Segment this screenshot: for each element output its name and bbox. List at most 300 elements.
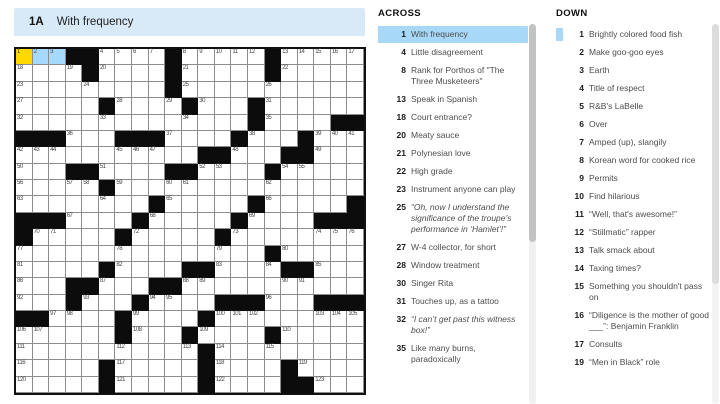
grid-cell-r9c17[interactable]: [281, 180, 298, 196]
grid-cell-r18c5[interactable]: [82, 327, 99, 343]
grid-cell-r21c9[interactable]: [149, 377, 166, 393]
grid-cell-r7c16[interactable]: [265, 147, 282, 163]
grid-cell-r2c6[interactable]: [99, 65, 116, 81]
grid-cell-r19c15[interactable]: [248, 344, 265, 360]
grid-cell-r20c2[interactable]: [33, 360, 50, 376]
grid-cell-r21c5[interactable]: [82, 377, 99, 393]
grid-cell-r10c8[interactable]: [132, 196, 149, 212]
grid-cell-r10c4[interactable]: [66, 196, 83, 212]
grid-cell-r10c18[interactable]: [298, 196, 315, 212]
grid-cell-r3c1[interactable]: [16, 82, 33, 98]
across-clue-27[interactable]: [378, 239, 528, 256]
grid-cell-r5c19[interactable]: [314, 115, 331, 131]
grid-cell-r4c9[interactable]: [149, 98, 166, 114]
grid-cell-r8c3[interactable]: [49, 164, 66, 180]
grid-cell-r3c12[interactable]: [198, 82, 215, 98]
grid-cell-r2c13[interactable]: [215, 65, 232, 81]
grid-cell-r14c13[interactable]: [215, 262, 232, 278]
grid-cell-r16c9[interactable]: [149, 295, 166, 311]
grid-cell-r14c1[interactable]: [16, 262, 33, 278]
grid-cell-r17c8[interactable]: [132, 311, 149, 327]
grid-cell-r12c2[interactable]: [33, 229, 50, 245]
grid-cell-r9c14[interactable]: [231, 180, 248, 196]
grid-cell-r15c2[interactable]: [33, 278, 50, 294]
grid-cell-r3c7[interactable]: [115, 82, 132, 98]
grid-cell-r12c18[interactable]: [298, 229, 315, 245]
grid-cell-r8c20[interactable]: [331, 164, 348, 180]
grid-cell-r10c19[interactable]: [314, 196, 331, 212]
grid-cell-r15c16[interactable]: [265, 278, 282, 294]
grid-cell-r19c8[interactable]: [132, 344, 149, 360]
grid-cell-r14c10[interactable]: [165, 262, 182, 278]
grid-cell-r10c5[interactable]: [82, 196, 99, 212]
grid-cell-r16c12[interactable]: [198, 295, 215, 311]
grid-cell-r7c9[interactable]: [149, 147, 166, 163]
across-clue-18[interactable]: [378, 109, 528, 126]
grid-cell-r10c1[interactable]: [16, 196, 33, 212]
grid-cell-r1c18[interactable]: [298, 49, 315, 65]
grid-cell-r18c20[interactable]: [331, 327, 348, 343]
grid-cell-r6c15[interactable]: [248, 131, 265, 147]
grid-cell-r21c8[interactable]: [132, 377, 149, 393]
grid-cell-r12c6[interactable]: [99, 229, 116, 245]
grid-cell-r10c12[interactable]: [198, 196, 215, 212]
grid-cell-r19c18[interactable]: [298, 344, 315, 360]
grid-cell-r11c7[interactable]: [115, 213, 132, 229]
grid-cell-r3c18[interactable]: [298, 82, 315, 98]
grid-cell-r18c6[interactable]: [99, 327, 116, 343]
grid-cell-r21c7[interactable]: [115, 377, 132, 393]
grid-cell-r6c4[interactable]: [66, 131, 83, 147]
grid-cell-r13c4[interactable]: [66, 246, 83, 262]
grid-cell-r11c9[interactable]: [149, 213, 166, 229]
grid-cell-r16c17[interactable]: [281, 295, 298, 311]
grid-cell-r14c7[interactable]: [115, 262, 132, 278]
grid-cell-r7c3[interactable]: [49, 147, 66, 163]
grid-cell-r20c4[interactable]: [66, 360, 83, 376]
grid-cell-r10c11[interactable]: [182, 196, 199, 212]
grid-cell-r6c13[interactable]: [215, 131, 232, 147]
grid-cell-r12c10[interactable]: [165, 229, 182, 245]
across-clue-1[interactable]: [378, 26, 528, 43]
grid-cell-r4c12[interactable]: [198, 98, 215, 114]
grid-cell-r13c6[interactable]: [99, 246, 116, 262]
grid-cell-r18c4[interactable]: [66, 327, 83, 343]
grid-cell-r4c14[interactable]: [231, 98, 248, 114]
grid-cell-r5c6[interactable]: [99, 115, 116, 131]
grid-cell-r12c12[interactable]: [198, 229, 215, 245]
grid-cell-r10c3[interactable]: [49, 196, 66, 212]
grid-cell-r12c19[interactable]: [314, 229, 331, 245]
grid-cell-r12c16[interactable]: [265, 229, 282, 245]
grid-cell-r8c21[interactable]: [347, 164, 364, 180]
grid-cell-r12c11[interactable]: [182, 229, 199, 245]
grid-cell-r15c19[interactable]: [314, 278, 331, 294]
grid-cell-r2c4[interactable]: [66, 65, 83, 81]
down-clue-13[interactable]: [556, 242, 712, 259]
grid-cell-r1c9[interactable]: [149, 49, 166, 65]
grid-cell-r15c3[interactable]: [49, 278, 66, 294]
grid-cell-r13c3[interactable]: [49, 246, 66, 262]
grid-cell-r1c1[interactable]: [16, 49, 33, 65]
grid-cell-r13c14[interactable]: [231, 246, 248, 262]
grid-cell-r21c21[interactable]: [347, 377, 364, 393]
grid-cell-r4c13[interactable]: [215, 98, 232, 114]
grid-cell-r12c8[interactable]: [132, 229, 149, 245]
down-clue-17[interactable]: [556, 336, 712, 353]
grid-cell-r18c10[interactable]: [165, 327, 182, 343]
grid-cell-r9c5[interactable]: [82, 180, 99, 196]
grid-cell-r4c16[interactable]: [265, 98, 282, 114]
grid-cell-r7c14[interactable]: [231, 147, 248, 163]
grid-cell-r19c16[interactable]: [265, 344, 282, 360]
grid-cell-r21c4[interactable]: [66, 377, 83, 393]
grid-cell-r17c10[interactable]: [165, 311, 182, 327]
grid-cell-r1c17[interactable]: [281, 49, 298, 65]
grid-cell-r20c18[interactable]: [298, 360, 315, 376]
grid-cell-r6c21[interactable]: [347, 131, 364, 147]
grid-cell-r11c13[interactable]: [215, 213, 232, 229]
grid-cell-r19c3[interactable]: [49, 344, 66, 360]
grid-cell-r8c1[interactable]: [16, 164, 33, 180]
grid-cell-r10c2[interactable]: [33, 196, 50, 212]
down-clue-11[interactable]: [556, 206, 712, 223]
grid-cell-r14c9[interactable]: [149, 262, 166, 278]
grid-cell-r16c16[interactable]: [265, 295, 282, 311]
grid-cell-r6c6[interactable]: [99, 131, 116, 147]
grid-cell-r1c3[interactable]: [49, 49, 66, 65]
grid-cell-r11c16[interactable]: [265, 213, 282, 229]
grid-cell-r18c19[interactable]: [314, 327, 331, 343]
grid-cell-r14c2[interactable]: [33, 262, 50, 278]
across-clue-22[interactable]: [378, 163, 528, 180]
down-clue-10[interactable]: [556, 188, 712, 205]
grid-cell-r8c18[interactable]: [298, 164, 315, 180]
grid-cell-r16c3[interactable]: [49, 295, 66, 311]
grid-cell-r21c13[interactable]: [215, 377, 232, 393]
grid-cell-r19c14[interactable]: [231, 344, 248, 360]
grid-cell-r20c5[interactable]: [82, 360, 99, 376]
grid-cell-r19c7[interactable]: [115, 344, 132, 360]
grid-cell-r1c13[interactable]: [215, 49, 232, 65]
across-clue-35[interactable]: [378, 340, 528, 368]
grid-cell-r5c4[interactable]: [66, 115, 83, 131]
grid-cell-r7c6[interactable]: [99, 147, 116, 163]
grid-cell-r6c19[interactable]: [314, 131, 331, 147]
grid-cell-r7c2[interactable]: [33, 147, 50, 163]
grid-cell-r9c10[interactable]: [165, 180, 182, 196]
grid-cell-r2c8[interactable]: [132, 65, 149, 81]
grid-cell-r9c15[interactable]: [248, 180, 265, 196]
grid-cell-r7c5[interactable]: [82, 147, 99, 163]
grid-cell-r13c5[interactable]: [82, 246, 99, 262]
grid-cell-r2c19[interactable]: [314, 65, 331, 81]
grid-cell-r2c1[interactable]: [16, 65, 33, 81]
across-clue-20[interactable]: [378, 127, 528, 144]
grid-cell-r9c21[interactable]: [347, 180, 364, 196]
grid-cell-r12c5[interactable]: [82, 229, 99, 245]
grid-cell-r13c20[interactable]: [331, 246, 348, 262]
across-clue-23[interactable]: [378, 181, 528, 198]
grid-cell-r5c12[interactable]: [198, 115, 215, 131]
grid-cell-r18c2[interactable]: [33, 327, 50, 343]
grid-cell-r17c16[interactable]: [265, 311, 282, 327]
grid-cell-r20c7[interactable]: [115, 360, 132, 376]
grid-cell-r18c12[interactable]: [198, 327, 215, 343]
grid-cell-r7c21[interactable]: [347, 147, 364, 163]
grid-cell-r20c15[interactable]: [248, 360, 265, 376]
grid-cell-r3c15[interactable]: [248, 82, 265, 98]
grid-cell-r19c20[interactable]: [331, 344, 348, 360]
grid-cell-r20c9[interactable]: [149, 360, 166, 376]
grid-cell-r3c13[interactable]: [215, 82, 232, 98]
grid-cell-r15c13[interactable]: [215, 278, 232, 294]
grid-cell-r21c11[interactable]: [182, 377, 199, 393]
grid-cell-r5c8[interactable]: [132, 115, 149, 131]
grid-cell-r3c20[interactable]: [331, 82, 348, 98]
grid-cell-r17c3[interactable]: [49, 311, 66, 327]
grid-cell-r12c9[interactable]: [149, 229, 166, 245]
grid-cell-r7c7[interactable]: [115, 147, 132, 163]
grid-cell-r18c8[interactable]: [132, 327, 149, 343]
grid-cell-r20c19[interactable]: [314, 360, 331, 376]
grid-cell-r3c3[interactable]: [49, 82, 66, 98]
grid-cell-r7c20[interactable]: [331, 147, 348, 163]
grid-cell-r18c1[interactable]: [16, 327, 33, 343]
grid-cell-r3c2[interactable]: [33, 82, 50, 98]
grid-cell-r7c19[interactable]: [314, 147, 331, 163]
grid-cell-r15c8[interactable]: [132, 278, 149, 294]
grid-cell-r12c4[interactable]: [66, 229, 83, 245]
grid-cell-r11c4[interactable]: [66, 213, 83, 229]
grid-cell-r8c8[interactable]: [132, 164, 149, 180]
grid-cell-r14c21[interactable]: [347, 262, 364, 278]
grid-cell-r17c17[interactable]: [281, 311, 298, 327]
grid-cell-r7c10[interactable]: [165, 147, 182, 163]
down-clue-12[interactable]: [556, 224, 712, 241]
grid-cell-r20c21[interactable]: [347, 360, 364, 376]
grid-cell-r1c15[interactable]: [248, 49, 265, 65]
down-clue-3[interactable]: [556, 62, 712, 79]
grid-cell-r13c19[interactable]: [314, 246, 331, 262]
across-clue-28[interactable]: [378, 257, 528, 274]
grid-cell-r1c6[interactable]: [99, 49, 116, 65]
grid-cell-r21c20[interactable]: [331, 377, 348, 393]
grid-cell-r20c20[interactable]: [331, 360, 348, 376]
grid-cell-r21c19[interactable]: [314, 377, 331, 393]
grid-cell-r9c11[interactable]: [182, 180, 199, 196]
grid-cell-r14c5[interactable]: [82, 262, 99, 278]
down-clue-14[interactable]: [556, 260, 712, 277]
grid-cell-r15c1[interactable]: [16, 278, 33, 294]
grid-cell-r4c5[interactable]: [82, 98, 99, 114]
grid-cell-r17c21[interactable]: [347, 311, 364, 327]
grid-cell-r13c10[interactable]: [165, 246, 182, 262]
grid-cell-r9c1[interactable]: [16, 180, 33, 196]
down-clue-2[interactable]: [556, 44, 712, 61]
grid-cell-r17c15[interactable]: [248, 311, 265, 327]
grid-cell-r4c17[interactable]: [281, 98, 298, 114]
grid-cell-r9c16[interactable]: [265, 180, 282, 196]
grid-cell-r2c18[interactable]: [298, 65, 315, 81]
grid-cell-r13c1[interactable]: [16, 246, 33, 262]
across-clue-32[interactable]: [378, 311, 528, 339]
grid-cell-r5c13[interactable]: [215, 115, 232, 131]
grid-cell-r15c20[interactable]: [331, 278, 348, 294]
grid-cell-r6c11[interactable]: [182, 131, 199, 147]
grid-cell-r15c17[interactable]: [281, 278, 298, 294]
grid-cell-r10c10[interactable]: [165, 196, 182, 212]
grid-cell-r1c8[interactable]: [132, 49, 149, 65]
grid-cell-r18c9[interactable]: [149, 327, 166, 343]
grid-cell-r15c11[interactable]: [182, 278, 199, 294]
grid-cell-r11c5[interactable]: [82, 213, 99, 229]
down-clue-6[interactable]: [556, 116, 712, 133]
down-clue-1[interactable]: [556, 26, 712, 43]
grid-cell-r10c14[interactable]: [231, 196, 248, 212]
grid-cell-r6c16[interactable]: [265, 131, 282, 147]
grid-cell-r8c13[interactable]: [215, 164, 232, 180]
grid-cell-r18c13[interactable]: [215, 327, 232, 343]
grid-cell-r16c18[interactable]: [298, 295, 315, 311]
grid-cell-r8c14[interactable]: [231, 164, 248, 180]
grid-cell-r4c8[interactable]: [132, 98, 149, 114]
grid-cell-r11c18[interactable]: [298, 213, 315, 229]
grid-cell-r12c20[interactable]: [331, 229, 348, 245]
grid-cell-r1c11[interactable]: [182, 49, 199, 65]
grid-cell-r16c11[interactable]: [182, 295, 199, 311]
down-clue-5[interactable]: [556, 98, 712, 115]
grid-cell-r21c1[interactable]: [16, 377, 33, 393]
grid-cell-r16c7[interactable]: [115, 295, 132, 311]
grid-cell-r1c20[interactable]: [331, 49, 348, 65]
grid-cell-r14c19[interactable]: [314, 262, 331, 278]
grid-cell-r14c8[interactable]: [132, 262, 149, 278]
grid-cell-r14c15[interactable]: [248, 262, 265, 278]
grid-cell-r18c15[interactable]: [248, 327, 265, 343]
grid-cell-r20c16[interactable]: [265, 360, 282, 376]
grid-cell-r2c12[interactable]: [198, 65, 215, 81]
grid-cell-r2c7[interactable]: [115, 65, 132, 81]
grid-cell-r1c19[interactable]: [314, 49, 331, 65]
grid-cell-r1c14[interactable]: [231, 49, 248, 65]
grid-cell-r19c11[interactable]: [182, 344, 199, 360]
grid-cell-r16c6[interactable]: [99, 295, 116, 311]
grid-cell-r17c6[interactable]: [99, 311, 116, 327]
grid-cell-r17c13[interactable]: [215, 311, 232, 327]
grid-cell-r8c12[interactable]: [198, 164, 215, 180]
grid-cell-r17c20[interactable]: [331, 311, 348, 327]
grid-cell-r4c1[interactable]: [16, 98, 33, 114]
grid-cell-r21c14[interactable]: [231, 377, 248, 393]
grid-cell-r19c17[interactable]: [281, 344, 298, 360]
grid-cell-r4c3[interactable]: [49, 98, 66, 114]
down-scrollbar[interactable]: [712, 24, 719, 404]
grid-cell-r13c8[interactable]: [132, 246, 149, 262]
grid-cell-r5c3[interactable]: [49, 115, 66, 131]
grid-cell-r7c1[interactable]: [16, 147, 33, 163]
grid-cell-r8c9[interactable]: [149, 164, 166, 180]
grid-cell-r1c7[interactable]: [115, 49, 132, 65]
grid-cell-r18c3[interactable]: [49, 327, 66, 343]
grid-cell-r14c4[interactable]: [66, 262, 83, 278]
down-scrollbar-thumb[interactable]: [712, 24, 719, 284]
grid-cell-r9c8[interactable]: [132, 180, 149, 196]
grid-cell-r18c18[interactable]: [298, 327, 315, 343]
grid-cell-r10c17[interactable]: [281, 196, 298, 212]
grid-cell-r21c3[interactable]: [49, 377, 66, 393]
grid-cell-r9c18[interactable]: [298, 180, 315, 196]
grid-cell-r14c14[interactable]: [231, 262, 248, 278]
across-clue-31[interactable]: [378, 293, 528, 310]
grid-cell-r4c7[interactable]: [115, 98, 132, 114]
grid-cell-r3c21[interactable]: [347, 82, 364, 98]
grid-cell-r4c20[interactable]: [331, 98, 348, 114]
grid-cell-r5c18[interactable]: [298, 115, 315, 131]
grid-cell-r13c15[interactable]: [248, 246, 265, 262]
grid-cell-r13c11[interactable]: [182, 246, 199, 262]
grid-cell-r21c2[interactable]: [33, 377, 50, 393]
grid-cell-r20c1[interactable]: [16, 360, 33, 376]
grid-cell-r15c21[interactable]: [347, 278, 364, 294]
grid-cell-r2c21[interactable]: [347, 65, 364, 81]
grid-cell-r6c10[interactable]: [165, 131, 182, 147]
grid-cell-r19c21[interactable]: [347, 344, 364, 360]
grid-cell-r13c17[interactable]: [281, 246, 298, 262]
across-clue-8[interactable]: [378, 62, 528, 90]
down-clue-9[interactable]: [556, 170, 712, 187]
grid-cell-r1c2[interactable]: [33, 49, 50, 65]
grid-cell-r14c16[interactable]: [265, 262, 282, 278]
grid-cell-r20c3[interactable]: [49, 360, 66, 376]
grid-cell-r2c20[interactable]: [331, 65, 348, 81]
grid-cell-r12c3[interactable]: [49, 229, 66, 245]
grid-cell-r10c7[interactable]: [115, 196, 132, 212]
grid-cell-r5c17[interactable]: [281, 115, 298, 131]
active-clue-bar[interactable]: [14, 8, 365, 36]
grid-cell-r3c16[interactable]: [265, 82, 282, 98]
grid-cell-r12c14[interactable]: [231, 229, 248, 245]
grid-cell-r19c6[interactable]: [99, 344, 116, 360]
grid-cell-r3c9[interactable]: [149, 82, 166, 98]
grid-cell-r5c11[interactable]: [182, 115, 199, 131]
grid-cell-r10c6[interactable]: [99, 196, 116, 212]
grid-cell-r5c5[interactable]: [82, 115, 99, 131]
grid-cell-r19c10[interactable]: [165, 344, 182, 360]
grid-cell-r6c12[interactable]: [198, 131, 215, 147]
grid-cell-r21c15[interactable]: [248, 377, 265, 393]
grid-cell-r1c21[interactable]: [347, 49, 364, 65]
grid-cell-r2c14[interactable]: [231, 65, 248, 81]
grid-cell-r4c21[interactable]: [347, 98, 364, 114]
grid-cell-r17c14[interactable]: [231, 311, 248, 327]
grid-cell-r5c7[interactable]: [115, 115, 132, 131]
across-scrollbar[interactable]: [529, 24, 536, 404]
grid-cell-r1c12[interactable]: [198, 49, 215, 65]
grid-cell-r8c6[interactable]: [99, 164, 116, 180]
down-clue-19[interactable]: [556, 354, 712, 371]
grid-cell-r8c7[interactable]: [115, 164, 132, 180]
grid-cell-r11c15[interactable]: [248, 213, 265, 229]
grid-cell-r3c19[interactable]: [314, 82, 331, 98]
grid-cell-r3c11[interactable]: [182, 82, 199, 98]
grid-cell-r17c5[interactable]: [82, 311, 99, 327]
grid-cell-r10c16[interactable]: [265, 196, 282, 212]
grid-cell-r13c2[interactable]: [33, 246, 50, 262]
grid-cell-r19c4[interactable]: [66, 344, 83, 360]
grid-cell-r5c10[interactable]: [165, 115, 182, 131]
grid-cell-r18c14[interactable]: [231, 327, 248, 343]
